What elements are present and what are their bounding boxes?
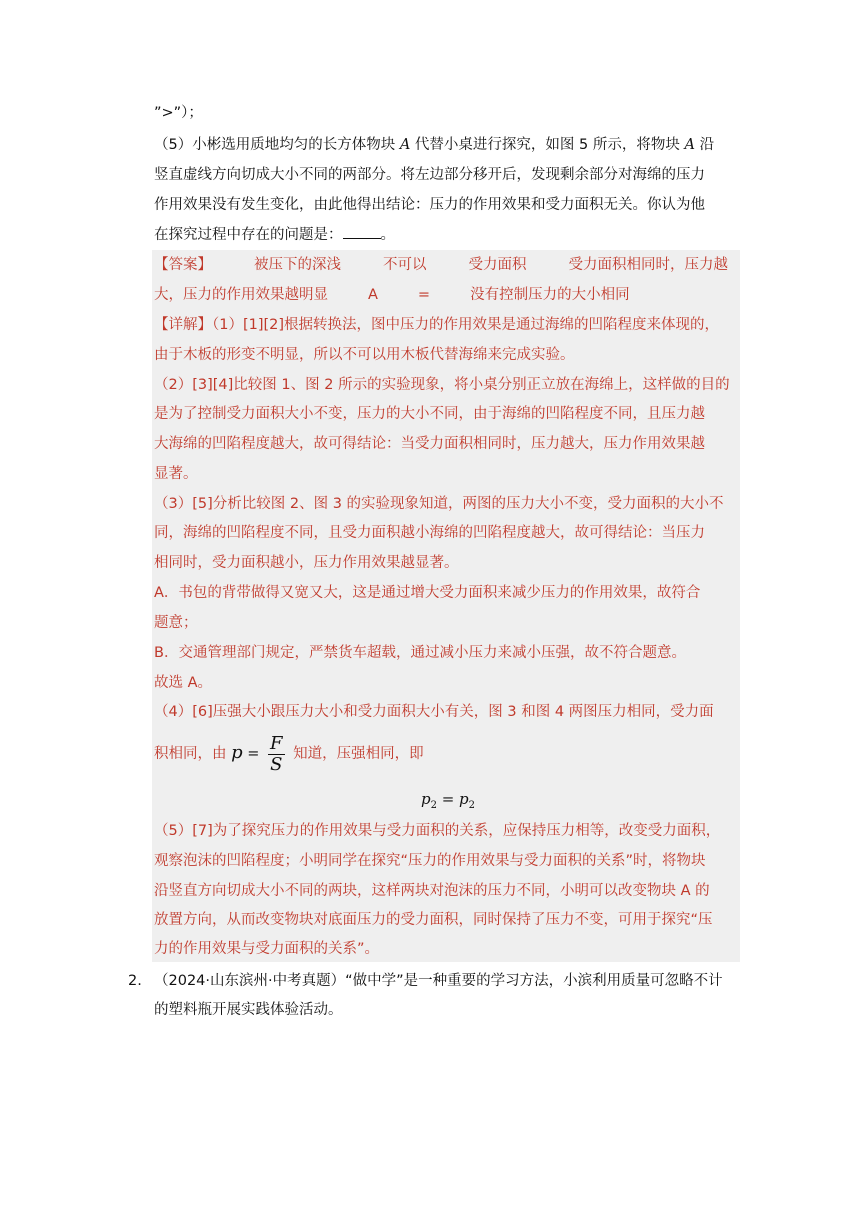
detail-line: 沿竖直方向切成大小不同的两块，这样两块对泡沫的压力不同，小明可以改变物块 A 的 <box>154 883 710 899</box>
detail-line: 放置方向，从而改变物块对底面压力的受力面积，同时保持了压力不变，可用于探究“压 <box>154 912 713 928</box>
detail-line: 故选 A。 <box>154 675 213 691</box>
question-line: 的塑料瓶开展实践体验活动。 <box>154 1002 343 1018</box>
detail-line: 【详解】（1）[1][2]根据转换法，图中压力的作用效果是通过海绵的凹陷程度来体现的， <box>154 317 720 333</box>
detail-line: （5）[7]为了探究压力的作用效果与受力面积的关系，应保持压力相等，改变受力面积， <box>154 823 721 839</box>
question-line: （2024·山东滨州·中考真题）“做中学”是一种重要的学习方法，小滨利用质量可忽略不计 <box>154 973 723 989</box>
formula-p: p <box>231 742 243 763</box>
detail-line: 由于木板的形变不明显，所以不可以用木板代替海绵来完成实验。 <box>154 347 575 363</box>
formula-line: 积相同，由 p = $\frac{F}{S}$ 知道，压强相同，即 <box>154 732 424 775</box>
question-number: 2. <box>128 973 142 989</box>
detail-line: 同，海绵的凹陷程度不同，且受力面积越小海绵的凹陷程度越大，故可得结论：当压力 <box>154 525 705 541</box>
detail-line: 力的作用效果与受力面积的关系”。 <box>154 941 380 957</box>
equation-p2-equals-p2: $p_2 = p_2$ <box>420 790 476 811</box>
answer-blank <box>343 226 381 239</box>
detail-line: （2）[3][4]比较图 1、图 2 所示的实验现象，将小桌分别正立放在海绵上，这样做的目的 <box>154 377 730 393</box>
detail-line: 观察泡沫的凹陷程度；小明同学在探究“压力的作用效果与受力面积的关系”时，将物块 <box>154 853 706 869</box>
detail-line: （3）[5]分析比较图 2、图 3 的实验现象知道，两图的压力大小不变，受力面积的大小不 <box>154 496 724 512</box>
detail-line: （4）[6]压强大小跟压力大小和受力面积大小有关，图 3 和图 4 两图压力相同，受力面 <box>154 704 714 720</box>
text-line: 作用效果没有发生变化，由此他得出结论：压力的作用效果和受力面积无关。你认为他 <box>154 197 705 213</box>
detail-line: 是为了控制受力面积大小不变，压力的大小不同，由于海绵的凹陷程度不同，且压力越 <box>154 406 705 422</box>
fraction-f-over-s: $\frac{F}{S}$ <box>270 732 283 775</box>
answer-line: 大，压力的作用效果越明显 A = 没有控制压力的大小相同 <box>154 287 630 303</box>
detail-line: 相同时，受力面积越小，压力作用效果越显著。 <box>154 555 459 571</box>
text-line: 在探究过程中存在的问题是： 。 <box>154 227 395 243</box>
detail-line: 大海绵的凹陷程度越大，故可得结论：当受力面积相同时，压力越大，压力作用效果越 <box>154 436 705 452</box>
detail-line: 显著。 <box>154 466 198 482</box>
text-line: （5）小彬选用质地均匀的长方体物块 A 代替小桌进行探究，如图 5 所示，将物块 A 沿 <box>154 137 715 153</box>
answer-label: 【答案】 <box>154 257 212 273</box>
text-line: ”>”）； <box>154 105 203 121</box>
detail-line: B．交通管理部门规定，严禁货车超载，通过减小压力来减小压强，故不符合题意。 <box>154 645 686 661</box>
detail-line: 题意； <box>154 615 198 631</box>
detail-label: 【详解】 <box>154 317 212 333</box>
answer-line: 【答案】 被压下的深浅 不可以 受力面积 受力面积相同时，压力越 <box>154 257 728 273</box>
detail-line: A．书包的背带做得又宽又大，这是通过增大受力面积来减少压力的作用效果，故符合 <box>154 585 701 601</box>
text-line: 竖直虚线方向切成大小不同的两部分。将左边部分移开后，发现剩余部分对海绵的压力 <box>154 167 705 183</box>
